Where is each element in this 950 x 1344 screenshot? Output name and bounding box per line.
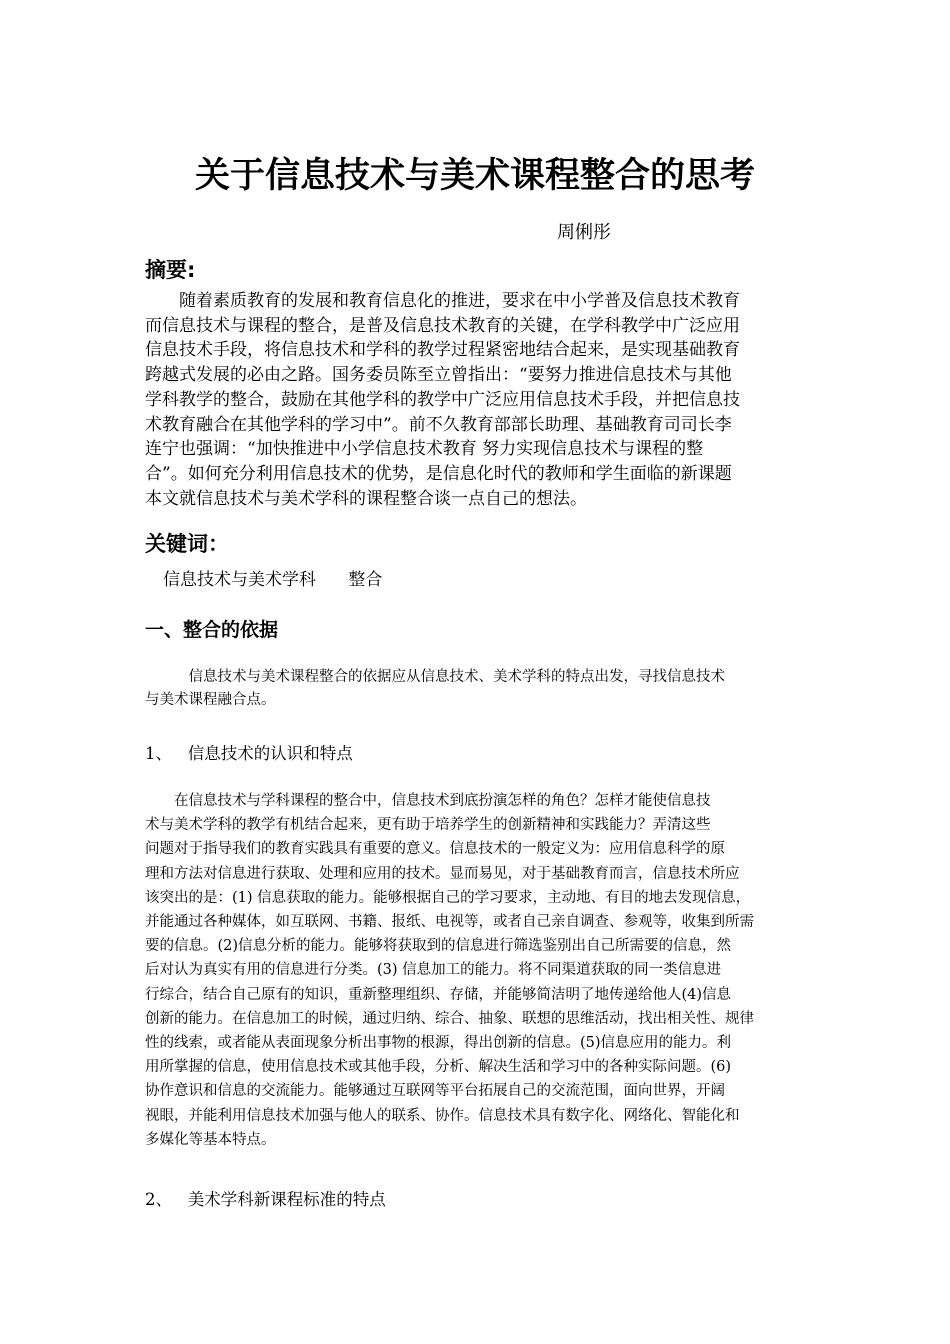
body-line: 后对认为真实有用的信息进行分类。(3) 信息加工的能力。将不同渠道获取的同一类信息进: [145, 962, 722, 979]
body-line: 术与美术学科的教学有机结合起来，更有助于培养学生的创新精神和实践能力？弄清这些: [145, 817, 711, 834]
body-line: 视眼，并能利用信息技术加强与他人的联系、协作。信息技术具有数字化、网络化、智能化和: [145, 1107, 740, 1124]
keywords-text: 信息技术与美术学科 整合: [163, 570, 383, 590]
abstract-line: 本文就信息技术与美术学科的课程整合谈一点自己的想法。: [145, 488, 587, 509]
abstract-line: 信息技术手段，将信息技术和学科的教学过程紧密地结合起来，是实现基础教育: [145, 340, 740, 361]
body-line: 理和方法对信息进行获取、处理和应用的技术。显而易见，对于基础教育而言，信息技术所应: [145, 865, 740, 882]
abstract-line: 随着素质教育的发展和教育信息化的推进，要求在中小学普及信息技术教育: [145, 291, 740, 311]
body-line: 性的线索，或者能从表面现象分析出事物的根源，得出创新的信息。(5)信息应用的能力。利: [145, 1035, 732, 1052]
subsection-body-1: [145, 789, 815, 1152]
intro-line: 与美术课程融合点。: [145, 692, 276, 708]
body-line: 多媒化等基本特点。: [145, 1131, 276, 1148]
abstract-line: 合”。如何充分利用信息技术的优势，是信息化时代的教师和学生面临的新课题: [145, 463, 732, 484]
abstract-body: [145, 289, 820, 511]
abstract-line: 而信息技术与课程的整合，是普及信息技术教育的关键，在学科教学中广泛应用: [145, 315, 740, 336]
body-line: 用所掌握的信息，使用信息技术或其他手段，分析、解决生活和学习中的各种实际问题。(6): [145, 1059, 732, 1076]
section-intro: [145, 666, 815, 712]
body-line: 问题对于指导我们的教育实践具有重要的意义。信息技术的一般定义为：应用信息科学的原: [145, 841, 725, 858]
keywords-heading: 关键词：: [145, 532, 229, 556]
abstract-line: 学科教学的整合，鼓励在其他学科的教学中广泛应用信息技术手段，并把信息技: [145, 389, 740, 410]
intro-line: 信息技术与美术课程整合的依据应从信息技术、美术学科的特点出发，寻找信息技术: [145, 669, 725, 685]
body-line: 该突出的是：(1) 信息获取的能力。能够根据自己的学习要求，主动地、有目的地去发现信息，: [145, 889, 751, 906]
subsection-heading-1: 1、 信息技术的认识和特点: [145, 744, 353, 763]
abstract-heading: 摘要:: [145, 258, 196, 282]
body-line: 协作意识和信息的交流能力。能够通过互联网等平台拓展自己的交流范围，面向世界，开阔: [145, 1083, 725, 1100]
body-line: 并能通过各种媒体，如互联网、书籍、报纸、电视等，或者自己亲自调查、参观等，收集到所需: [145, 914, 754, 931]
body-line: 创新的能力。在信息加工的时候，通过归纳、综合、抽象、联想的思维活动，找出相关性、规律: [145, 1010, 754, 1027]
subsection-heading-2: 2、 美术学科新课程标准的特点: [145, 1190, 386, 1209]
section-heading: 一、整合的依据: [145, 619, 279, 641]
abstract-line: 连宁也强调：“加快推进中小学信息技术教育 努力实现信息技术与课程的整: [145, 439, 704, 460]
author-name: 周俐彤: [557, 222, 611, 243]
body-line: 要的信息。(2)信息分析的能力。能够将获取到的信息进行筛选鉴别出自己所需要的信息，然: [145, 938, 732, 955]
abstract-line: 术教育融合在其他学科的学习中”。前不久教育部部长助理、基础教育司司长李: [145, 414, 732, 435]
document-title: 关于信息技术与美术课程整合的思考: [194, 156, 755, 196]
body-line: 在信息技术与学科课程的整合中，信息技术到底扮演怎样的角色？怎样才能使信息技: [145, 793, 711, 809]
abstract-line: 跨越式发展的必由之路。国务委员陈至立曾指出：“要努力推进信息技术与其他: [145, 365, 732, 386]
body-line: 行综合，结合自己原有的知识，重新整理组织、存储，并能够简洁明了地传递给他人(4)信息: [145, 986, 732, 1003]
